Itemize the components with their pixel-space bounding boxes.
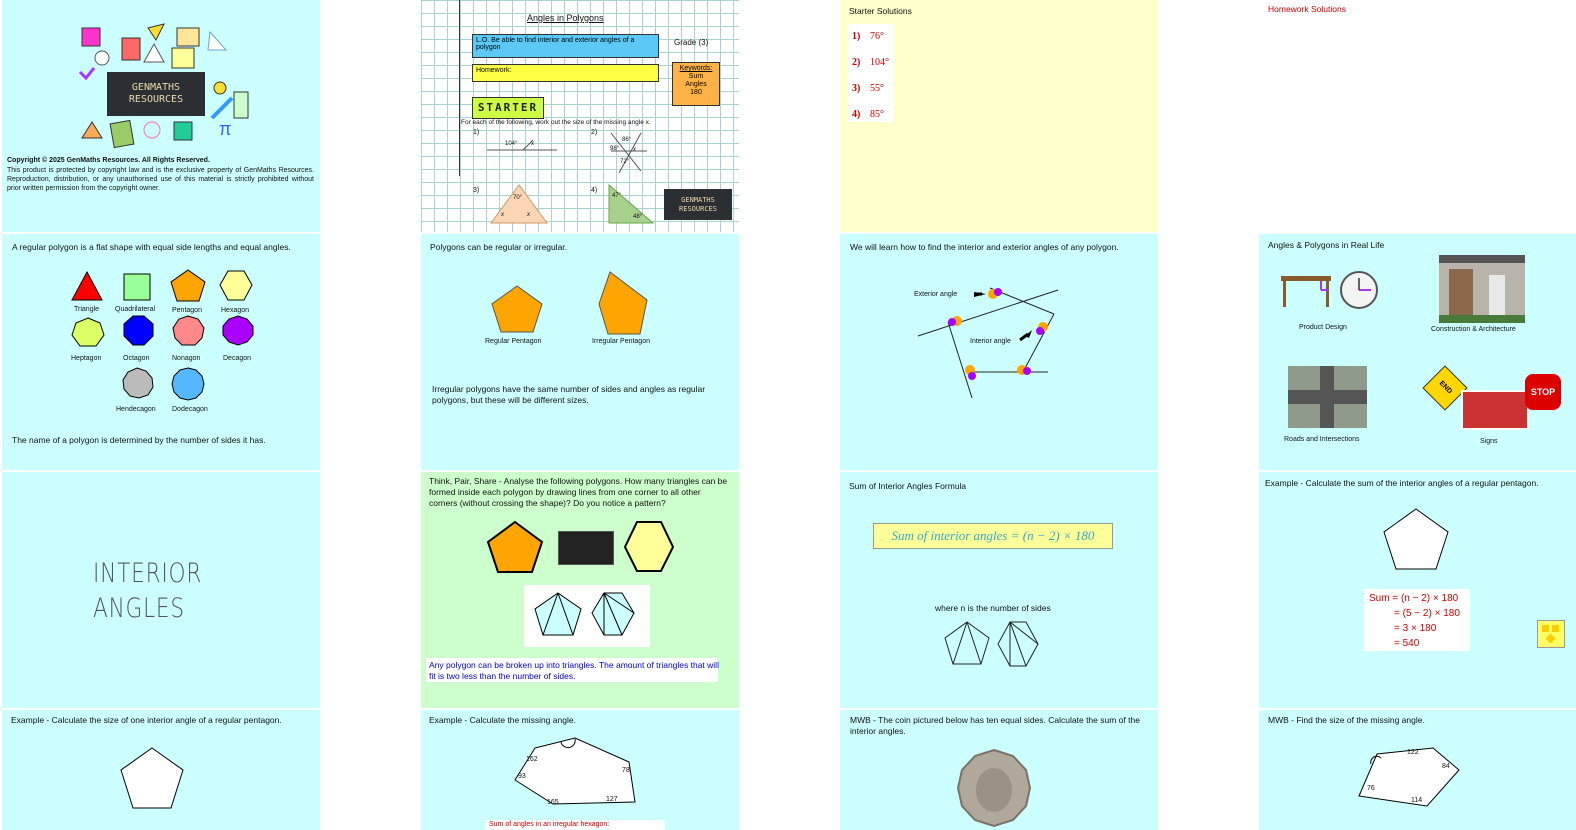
logo-small-line2: RESOURCES (679, 204, 717, 213)
quadrilateral-shape (124, 274, 150, 300)
triangulated-polygons (524, 585, 650, 647)
hendecagon-shape (123, 368, 153, 398)
hex-angle-2: 78 (622, 767, 630, 774)
q1-number: 1) (473, 129, 480, 136)
interior-angles-heading: INTERIOR ANGLES (93, 558, 203, 625)
heptagon-shape (72, 318, 104, 346)
starter-solutions-title: Starter Solutions (849, 6, 912, 16)
keyword-1: Sum (688, 73, 704, 81)
q2-number: 2) (591, 129, 598, 136)
q3-number: 3) (473, 187, 480, 194)
example-one-angle-title: Example - Calculate the size of one interior angle of a regular pentagon. (11, 715, 282, 725)
slide-regular-polygons[interactable] (2, 234, 320, 470)
irregular-hexagon (511, 734, 651, 814)
formula-title: Sum of Interior Angles Formula (849, 481, 967, 491)
example-pentagon (1378, 505, 1458, 575)
end-sign: END (1422, 365, 1467, 410)
label-quadrilateral: Quadrilateral (115, 306, 156, 313)
angles-intro-title: We will learn how to find the interior and exterior angles of any polygon. (850, 242, 1119, 252)
working-line-1: Sum = (n − 2) × 180 (1369, 593, 1459, 604)
label-irregular-pentagon: Irregular Pentagon (592, 338, 650, 345)
slide-formula[interactable] (840, 472, 1158, 708)
working-line-4: = 540 (1394, 638, 1420, 649)
stop-sign: STOP (1525, 374, 1561, 410)
q4-angle-a: 47° (612, 193, 622, 199)
slide-example-missing[interactable] (421, 710, 739, 830)
homework-box: Homework: (472, 64, 659, 82)
irregular-pentagon (599, 272, 647, 334)
slide-think-pair-share[interactable] (421, 472, 739, 708)
formula-polygons (940, 620, 1060, 670)
example-one-angle-pentagon (119, 748, 199, 818)
hex-angle-3: 93 (518, 773, 526, 780)
answer-3-value: 55° (870, 83, 884, 94)
slide-mwb-coin[interactable] (840, 710, 1158, 830)
slide-example-sum[interactable] (1259, 472, 1576, 708)
example-missing-title: Example - Calculate the missing angle. (429, 715, 576, 725)
slide-interior-angles[interactable] (2, 472, 320, 708)
working-line-3: = 3 × 180 (1394, 623, 1437, 634)
answer-2-number: 2) (852, 57, 861, 68)
genmaths-logo-small (664, 189, 732, 220)
label-hexagon: Hexagon (221, 307, 250, 314)
answer-2-value: 104° (870, 57, 889, 68)
slide-starter[interactable] (421, 0, 739, 232)
irregular-note: Irregular polygons have the same number of sides and angles as regular polygons, but these will be different sizes. (432, 384, 706, 406)
exterior-angle-label: Exterior angle (914, 291, 958, 298)
q4-angle-b: 48° (633, 214, 643, 220)
nonagon-shape (173, 316, 204, 345)
slide-real-life[interactable] (1259, 234, 1576, 470)
triangulation-box (524, 585, 650, 647)
keywords-box (672, 62, 720, 106)
label-dodecagon: Dodecagon (172, 406, 208, 413)
homework-solutions-title: Homework Solutions (1268, 4, 1346, 14)
q4-number: 4) (591, 187, 598, 194)
keyword-2: Angles (685, 81, 707, 89)
mwb-angle-3: 76 (1367, 785, 1375, 792)
shapes-game-icon[interactable] (1537, 620, 1565, 648)
formula-where: where n is the number of sides (935, 603, 1051, 613)
q1-diagram (487, 140, 567, 160)
think-pair-share-image (558, 531, 614, 565)
margin-line (459, 0, 460, 176)
q1-var: x (531, 141, 534, 147)
formula-box: Sum of interior angles = (n − 2) × 180 (873, 523, 1113, 549)
answer-4-value: 85° (870, 109, 884, 120)
hex-working-text: Sum of angles in an irregular hexagon: (489, 821, 610, 828)
hex-angle-4: 165 (547, 799, 559, 806)
grade-label: Grade (3) (674, 38, 709, 47)
label-pentagon: Pentagon (172, 307, 202, 314)
pentagon-comparison (421, 264, 739, 364)
polygon-naming-note: The name of a polygon is determined by the number of sides it has. (12, 435, 266, 445)
label-heptagon: Heptagon (71, 355, 102, 362)
keyword-3: 180 (690, 89, 702, 97)
triangle-shape (72, 272, 102, 300)
answer-1-value: 76° (870, 31, 884, 42)
mwb-coin-title: MWB - The coin pictured below has ten equal sides. Calculate the sum of the interior angles. (850, 715, 1140, 737)
logo-line1: GENMATHS (131, 82, 181, 93)
polygon-shapes (2, 264, 320, 434)
decagon-shape (223, 316, 253, 345)
think-pair-share-text: Think, Pair, Share - Analyse the following polygons. How many triangles can be formed inside each polygon by drawing lines from one corner to all other corners (without crossing the shape)? Do you notice a pattern? (429, 476, 728, 509)
label-octagon: Octagon (123, 355, 150, 362)
slide-mwb-missing[interactable] (1259, 710, 1576, 830)
table-and-clock-image (1281, 270, 1381, 320)
mwb-angle-1: 122 (1407, 749, 1419, 756)
slide-title-logo[interactable] (2, 0, 320, 232)
pentagon-shape (171, 270, 205, 301)
answer-4-number: 4) (852, 109, 861, 120)
product-design-label: Product Design (1299, 324, 1347, 331)
hex-angle-1: 162 (526, 756, 538, 763)
working-line-2: = (5 − 2) × 180 (1394, 608, 1460, 619)
label-nonagon: Nonagon (172, 355, 201, 362)
tps-answer: Any polygon can be broken up into triangles. The amount of triangles that will fit is two less than the number of sides. (429, 660, 719, 682)
logo-small-line1: GENMATHS (681, 196, 715, 205)
q2-var: x (633, 147, 636, 153)
roads-label: Roads and Intersections (1284, 436, 1360, 443)
pi-symbol: π (219, 119, 232, 139)
slide-angles-intro[interactable] (840, 234, 1158, 470)
mwb-missing-title: MWB - Find the size of the missing angle. (1268, 715, 1425, 725)
label-decagon: Decagon (223, 355, 252, 362)
fifty-pence-coin (954, 748, 1034, 828)
label-regular-pentagon: Regular Pentagon (485, 338, 542, 345)
intersection-image (1288, 366, 1367, 428)
q2-angle-b: 98° (610, 146, 620, 152)
keywords-title: Keywords: (679, 65, 713, 72)
q3-var1: x (501, 212, 504, 218)
interior-angle-label: Interior angle (970, 338, 1011, 345)
tps-pentagon (488, 522, 542, 572)
slide-homework-solutions[interactable] (1259, 0, 1576, 232)
q1-angle: 104° (505, 141, 518, 147)
regular-irregular-title: Polygons can be regular or irregular. (430, 242, 568, 252)
slide-example-one-angle[interactable] (2, 710, 320, 830)
answer-1-number: 1) (852, 31, 861, 42)
hexagon-shape (220, 271, 252, 300)
signs-label: Signs (1480, 438, 1498, 445)
octagon-shape (124, 316, 153, 345)
dodecagon-shape (172, 368, 204, 400)
q2-angle-c: 72° (620, 159, 630, 165)
starter-badge: STARTER (472, 97, 544, 119)
q3-angle: 70° (513, 195, 523, 201)
mwb-angle-4: 114 (1411, 797, 1423, 804)
copyright-body: This product is protected by copyright law and is the exclusive property of GenMaths Resources. Reproduction, distribution, or any unauthorised use of this material is strictly prohibited without prior written permission from the copyright owner. (7, 167, 314, 193)
building-image (1439, 255, 1525, 323)
copyright-title: Copyright © 2025 GenMaths Resources. All Rights Reserved. (7, 157, 210, 164)
regular-pentagon (492, 286, 542, 332)
logo-line2: RESOURCES (128, 94, 184, 105)
genmaths-logo (107, 72, 205, 116)
slide2-title: Angles in Polygons (527, 13, 604, 23)
road-signs-image (1461, 390, 1529, 430)
regular-polygon-definition: A regular polygon is a flat shape with equal side lengths and equal angles. (12, 242, 291, 252)
slide-regular-irregular[interactable] (421, 234, 739, 470)
q3-triangle (491, 185, 551, 225)
q2-angle-a: 86° (622, 137, 632, 143)
hex-angle-5: 127 (606, 796, 618, 803)
starter-instruction: For each of the following, work out the size of the missing angle x. (461, 119, 651, 126)
answer-3-number: 3) (852, 83, 861, 94)
learning-objective: L.O. Be able to find interior and exterior angles of a polygon (472, 34, 659, 58)
slide-starter-solutions[interactable] (840, 0, 1158, 232)
example-sum-title: Example - Calculate the sum of the interior angles of a regular pentagon. (1265, 478, 1539, 488)
label-hendecagon: Hendecagon (116, 406, 156, 413)
label-triangle: Triangle (74, 306, 100, 313)
q3-var2: x (527, 212, 530, 218)
mwb-angle-2: 84 (1442, 763, 1450, 770)
tps-hexagon (625, 522, 673, 571)
construction-label: Construction & Architecture (1431, 326, 1516, 333)
real-life-title: Angles & Polygons in Real Life (1268, 240, 1385, 250)
